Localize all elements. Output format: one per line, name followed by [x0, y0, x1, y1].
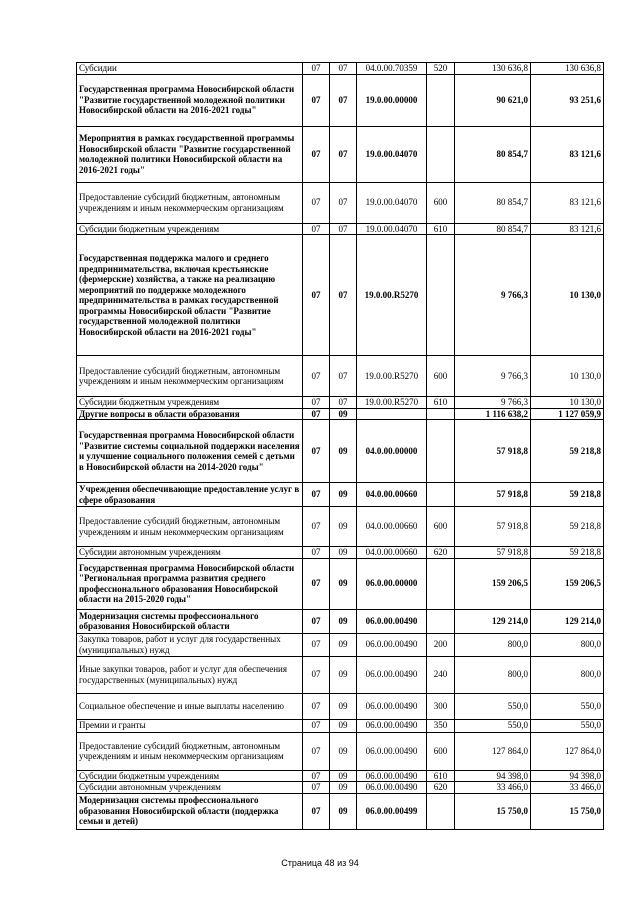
expense-type-cell: 520 — [427, 63, 455, 75]
row-name-cell: Учреждения обеспечивающие предоставление услуг в сфере образования — [77, 483, 303, 507]
section-code-cell: 07 — [303, 223, 330, 235]
section-code-cell: 07 — [303, 693, 330, 719]
row-name-cell: Иные закупки товаров, работ и услуг для обеспечения государственных (муниципальных) нужд — [77, 656, 303, 693]
table-body — [77, 63, 604, 830]
amount-year1-cell: 57 918,8 — [455, 507, 531, 547]
row-name-cell: Предоставление субсидий бюджетным, автономным учреждениям и иным некоммерческим организациям — [77, 356, 303, 397]
expense-type-cell: 610 — [427, 223, 455, 235]
table-row — [77, 656, 604, 693]
table-row — [77, 74, 604, 126]
budget-table — [76, 62, 604, 830]
target-article-cell: 06.0.00.00490 — [357, 609, 427, 633]
expense-type-cell: 600 — [427, 732, 455, 770]
amount-year2-cell: 10 130,0 — [531, 235, 604, 356]
subsection-code-cell: 09 — [330, 782, 357, 794]
target-article-cell: 06.0.00.00490 — [357, 732, 427, 770]
section-code-cell: 07 — [303, 558, 330, 609]
section-code-cell: 07 — [303, 507, 330, 547]
row-name-cell: Субсидии бюджетным учреждениям — [77, 223, 303, 235]
row-name-cell: Субсидии — [77, 63, 303, 75]
target-article-cell: 06.0.00.00490 — [357, 719, 427, 732]
expense-type-cell: 600 — [427, 182, 455, 223]
target-article-cell: 04.0.00.00000 — [357, 420, 427, 483]
target-article-cell: 06.0.00.00490 — [357, 770, 427, 782]
row-name-cell: Закупка товаров, работ и услуг для государственных (муниципальных) нужд — [77, 633, 303, 656]
table-row — [77, 182, 604, 223]
subsection-code-cell: 07 — [330, 356, 357, 397]
amount-year2-cell: 10 130,0 — [531, 356, 604, 397]
expense-type-cell — [427, 483, 455, 507]
amount-year2-cell: 159 206,5 — [531, 558, 604, 609]
table-row — [77, 223, 604, 235]
subsection-code-cell: 09 — [330, 719, 357, 732]
target-article-cell: 19.0.00.04070 — [357, 126, 427, 182]
amount-year2-cell: 93 251,6 — [531, 74, 604, 126]
section-code-cell: 07 — [303, 483, 330, 507]
amount-year1-cell: 159 206,5 — [455, 558, 531, 609]
row-name-cell: Субсидии автономным учреждениям — [77, 782, 303, 794]
amount-year2-cell: 83 121,6 — [531, 182, 604, 223]
subsection-code-cell: 07 — [330, 182, 357, 223]
table-row — [77, 235, 604, 356]
table-row — [77, 732, 604, 770]
amount-year1-cell: 130 636,8 — [455, 63, 531, 75]
amount-year2-cell: 550,0 — [531, 693, 604, 719]
section-code-cell: 07 — [303, 782, 330, 794]
table-row — [77, 356, 604, 397]
table-row — [77, 782, 604, 794]
target-article-cell: 06.0.00.00499 — [357, 793, 427, 829]
table-row — [77, 693, 604, 719]
amount-year2-cell: 83 121,6 — [531, 223, 604, 235]
amount-year1-cell: 80 854,7 — [455, 223, 531, 235]
section-code-cell: 07 — [303, 633, 330, 656]
table-row — [77, 420, 604, 483]
section-code-cell: 07 — [303, 126, 330, 182]
subsection-code-cell: 09 — [330, 507, 357, 547]
subsection-code-cell: 07 — [330, 223, 357, 235]
amount-year2-cell: 33 466,0 — [531, 782, 604, 794]
row-name-cell: Мероприятия в рамках государственной программы Новосибирской области "Развитие государственной молодежной политики Новосибирской области на 2016-2021 годы" — [77, 126, 303, 182]
row-name-cell: Государственная программа Новосибирской области "Развитие государственной молодежной политики Новосибирской области на 2016-2021 годы" — [77, 74, 303, 126]
subsection-code-cell: 09 — [330, 732, 357, 770]
amount-year2-cell: 129 214,0 — [531, 609, 604, 633]
row-name-cell: Государственная программа Новосибирской области "Региональная программа развития среднего профессионального образования Новосибирской области на 2015-2020 годы" — [77, 558, 303, 609]
target-article-cell: 04.0.00.00660 — [357, 547, 427, 559]
target-article-cell — [357, 408, 427, 420]
row-name-cell: Субсидии бюджетным учреждениям — [77, 397, 303, 409]
subsection-code-cell: 09 — [330, 633, 357, 656]
amount-year1-cell: 94 398,0 — [455, 770, 531, 782]
table-row — [77, 126, 604, 182]
subsection-code-cell: 07 — [330, 74, 357, 126]
amount-year1-cell: 90 621,0 — [455, 74, 531, 126]
amount-year1-cell: 800,0 — [455, 633, 531, 656]
amount-year2-cell: 15 750,0 — [531, 793, 604, 829]
table-row — [77, 558, 604, 609]
subsection-code-cell: 09 — [330, 558, 357, 609]
expense-type-cell: 600 — [427, 356, 455, 397]
amount-year2-cell: 10 130,0 — [531, 397, 604, 409]
section-code-cell: 07 — [303, 420, 330, 483]
subsection-code-cell: 09 — [330, 547, 357, 559]
section-code-cell: 07 — [303, 408, 330, 420]
amount-year1-cell: 57 918,8 — [455, 420, 531, 483]
amount-year1-cell: 550,0 — [455, 719, 531, 732]
row-name-cell: Предоставление субсидий бюджетным, автономным учреждениям и иным некоммерческим организациям — [77, 732, 303, 770]
table-row — [77, 547, 604, 559]
amount-year1-cell: 80 854,7 — [455, 126, 531, 182]
expense-type-cell: 620 — [427, 547, 455, 559]
amount-year1-cell: 9 766,3 — [455, 397, 531, 409]
amount-year1-cell: 57 918,8 — [455, 483, 531, 507]
amount-year2-cell: 94 398,0 — [531, 770, 604, 782]
expense-type-cell — [427, 609, 455, 633]
target-article-cell: 19.0.00.00000 — [357, 74, 427, 126]
subsection-code-cell: 07 — [330, 397, 357, 409]
amount-year2-cell: 59 218,8 — [531, 547, 604, 559]
table-row — [77, 63, 604, 75]
amount-year1-cell: 80 854,7 — [455, 182, 531, 223]
subsection-code-cell: 07 — [330, 126, 357, 182]
amount-year1-cell: 57 918,8 — [455, 547, 531, 559]
expense-type-cell: 620 — [427, 782, 455, 794]
expense-type-cell: 350 — [427, 719, 455, 732]
table-row — [77, 609, 604, 633]
target-article-cell: 19.0.00.R5270 — [357, 235, 427, 356]
table-row — [77, 483, 604, 507]
expense-type-cell: 610 — [427, 770, 455, 782]
row-name-cell: Премии и гранты — [77, 719, 303, 732]
row-name-cell: Другие вопросы в области образования — [77, 408, 303, 420]
section-code-cell: 07 — [303, 719, 330, 732]
amount-year2-cell: 1 127 059,9 — [531, 408, 604, 420]
amount-year2-cell: 550,0 — [531, 719, 604, 732]
section-code-cell: 07 — [303, 793, 330, 829]
section-code-cell: 07 — [303, 397, 330, 409]
section-code-cell: 07 — [303, 74, 330, 126]
subsection-code-cell: 09 — [330, 793, 357, 829]
subsection-code-cell: 09 — [330, 420, 357, 483]
subsection-code-cell: 09 — [330, 693, 357, 719]
section-code-cell: 07 — [303, 547, 330, 559]
target-article-cell: 04.0.00.00660 — [357, 507, 427, 547]
row-name-cell: Государственная поддержка малого и среднего предпринимательства, включая крестьянские (фермерские) хозяйства, а также на реализацию мероприятий по поддержке молодежного предпринимательства в рамках государственной программы Новосибирской области "Развитие государственной молодежной политики Новосибирской области на 2016-2021 годы" — [77, 235, 303, 356]
section-code-cell: 07 — [303, 63, 330, 75]
table-row — [77, 633, 604, 656]
target-article-cell: 06.0.00.00490 — [357, 633, 427, 656]
table-row — [77, 408, 604, 420]
section-code-cell: 07 — [303, 235, 330, 356]
subsection-code-cell: 07 — [330, 235, 357, 356]
expense-type-cell: 200 — [427, 633, 455, 656]
target-article-cell: 04.0.00.70359 — [357, 63, 427, 75]
target-article-cell: 06.0.00.00000 — [357, 558, 427, 609]
amount-year2-cell: 130 636,8 — [531, 63, 604, 75]
expense-type-cell — [427, 408, 455, 420]
section-code-cell: 07 — [303, 356, 330, 397]
table-row — [77, 397, 604, 409]
target-article-cell: 19.0.00.R5270 — [357, 356, 427, 397]
section-code-cell: 07 — [303, 656, 330, 693]
subsection-code-cell: 09 — [330, 609, 357, 633]
target-article-cell: 19.0.00.R5270 — [357, 397, 427, 409]
section-code-cell: 07 — [303, 609, 330, 633]
row-name-cell: Субсидии автономным учреждениям — [77, 547, 303, 559]
amount-year1-cell: 550,0 — [455, 693, 531, 719]
amount-year2-cell: 59 218,8 — [531, 483, 604, 507]
table-row — [77, 770, 604, 782]
expense-type-cell — [427, 793, 455, 829]
amount-year2-cell: 800,0 — [531, 633, 604, 656]
target-article-cell: 06.0.00.00490 — [357, 782, 427, 794]
expense-type-cell: 610 — [427, 397, 455, 409]
expense-type-cell: 300 — [427, 693, 455, 719]
amount-year2-cell: 83 121,6 — [531, 126, 604, 182]
amount-year2-cell: 800,0 — [531, 656, 604, 693]
subsection-code-cell: 09 — [330, 770, 357, 782]
subsection-code-cell: 09 — [330, 408, 357, 420]
amount-year1-cell: 9 766,3 — [455, 356, 531, 397]
section-code-cell: 07 — [303, 732, 330, 770]
amount-year1-cell: 15 750,0 — [455, 793, 531, 829]
target-article-cell: 19.0.00.04070 — [357, 223, 427, 235]
amount-year1-cell: 33 466,0 — [455, 782, 531, 794]
expense-type-cell — [427, 558, 455, 609]
expense-type-cell — [427, 126, 455, 182]
subsection-code-cell: 09 — [330, 483, 357, 507]
row-name-cell: Социальное обеспечение и иные выплаты населению — [77, 693, 303, 719]
row-name-cell: Предоставление субсидий бюджетным, автономным учреждениям и иным некоммерческим организациям — [77, 182, 303, 223]
expense-type-cell: 600 — [427, 507, 455, 547]
subsection-code-cell: 09 — [330, 656, 357, 693]
amount-year1-cell: 1 116 638,2 — [455, 408, 531, 420]
target-article-cell: 06.0.00.00490 — [357, 656, 427, 693]
amount-year2-cell: 59 218,8 — [531, 420, 604, 483]
amount-year2-cell: 59 218,8 — [531, 507, 604, 547]
amount-year1-cell: 129 214,0 — [455, 609, 531, 633]
page-footer: Страница 48 из 94 — [281, 858, 359, 868]
expense-type-cell: 240 — [427, 656, 455, 693]
section-code-cell: 07 — [303, 182, 330, 223]
target-article-cell: 19.0.00.04070 — [357, 182, 427, 223]
amount-year2-cell: 127 864,0 — [531, 732, 604, 770]
amount-year1-cell: 9 766,3 — [455, 235, 531, 356]
row-name-cell: Модернизация системы профессионального образования Новосибирской области — [77, 609, 303, 633]
target-article-cell: 06.0.00.00490 — [357, 693, 427, 719]
row-name-cell: Субсидии бюджетным учреждениям — [77, 770, 303, 782]
amount-year1-cell: 800,0 — [455, 656, 531, 693]
row-name-cell: Модернизация системы профессионального образования Новосибирской области (поддержка семьи и детей) — [77, 793, 303, 829]
expense-type-cell — [427, 74, 455, 126]
table-row — [77, 793, 604, 829]
subsection-code-cell: 07 — [330, 63, 357, 75]
expense-type-cell — [427, 420, 455, 483]
row-name-cell: Предоставление субсидий бюджетным, автономным учреждениям и иным некоммерческим организациям — [77, 507, 303, 547]
row-name-cell: Государственная программа Новосибирской области "Развитие системы социальной поддержки населения и улучшение социального положения семей с детьми в Новосибирской области на 2014-2020 годы" — [77, 420, 303, 483]
expense-type-cell — [427, 235, 455, 356]
section-code-cell: 07 — [303, 770, 330, 782]
table-row — [77, 719, 604, 732]
table-row — [77, 507, 604, 547]
amount-year1-cell: 127 864,0 — [455, 732, 531, 770]
target-article-cell: 04.0.00.00660 — [357, 483, 427, 507]
